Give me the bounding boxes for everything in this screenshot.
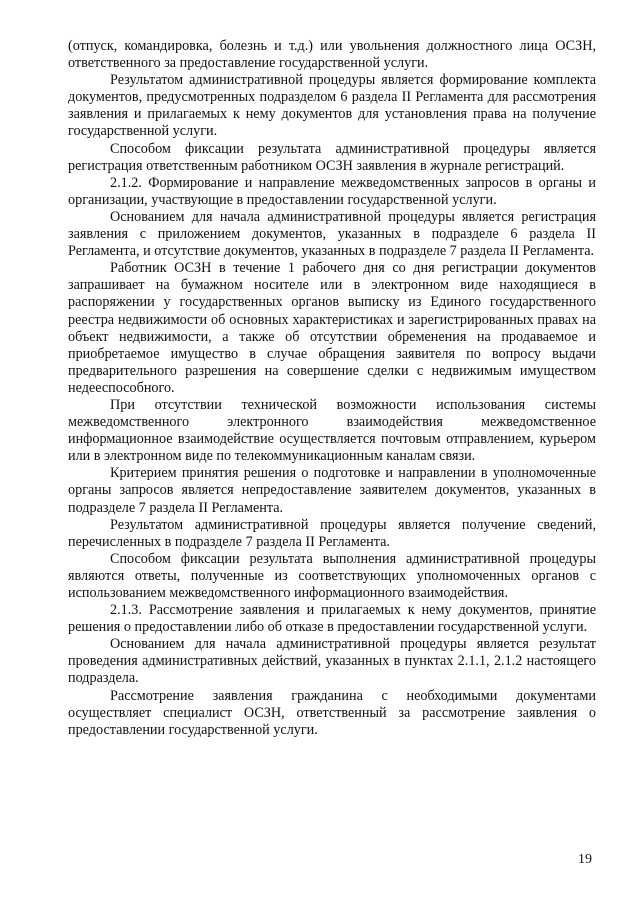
- paragraph-fixation: Способом фиксации результата административной процедуры является регистрация ответственным работником ОСЗН заявления в журнале регистраций.: [68, 140, 596, 174]
- paragraph-review: Рассмотрение заявления гражданина с необходимыми документами осуществляет специалист ОСЗН, ответственный за рассмотрение заявления о предоставлении государственной услуги.: [68, 687, 596, 738]
- document-body: [68, 38, 596, 739]
- paragraph-criterion: Критерием принятия решения о подготовке и направлении в уполномоченные органы запросов является непредоставление заявителем документов, указанных в подразделе 7 раздела II Регламента.: [68, 465, 596, 516]
- page-number: 19: [578, 852, 592, 867]
- section-2-1-3-heading: 2.1.3. Рассмотрение заявления и прилагаемых к нему документов, принятие решения о предоставлении либо об отказе в предоставлении государственной услуги.: [68, 602, 596, 636]
- paragraph-continuation: (отпуск, командировка, болезнь и т.д.) или увольнения должностного лица ОСЗН, ответственного за предоставление государственной услуги.: [68, 38, 596, 72]
- paragraph-basis-2: Основанием для начала административной процедуры является результат проведения административных действий, указанных в пунктах 2.1.1, 2.1.2 настоящего подраздела.: [68, 636, 596, 687]
- paragraph-worker-request: Работник ОСЗН в течение 1 рабочего дня со дня регистрации документов запрашивает на бумажном носителе или в электронном виде находящиеся в распоряжении у государственных органов выписку из Единого государственного реестра недвижимости об основных характеристиках и зарегистрированных правах на объект недвижимости, а также об отсутствии обременения на продаваемое и приобретаемое имущество в случае обращения заявителя по вопросу выдачи предварительного разрешения на совершение сделки с недвижимым имуществом недееспособного.: [68, 260, 596, 396]
- paragraph-basis: Основанием для начала административной процедуры является регистрация заявления с приложением документов, указанных в подразделе 6 раздела II Регламента, и отсутствие документов, указанных в подразделе 7 раздела II Регламента.: [68, 208, 596, 260]
- paragraph-no-technical-means: При отсутствии технической возможности использования системы межведомственного электронного взаимодействия межведомственное информационное взаимодействие осуществляется почтовым отправлением, курьером или в электронном виде по телекоммуникационным каналам связи.: [68, 396, 596, 465]
- paragraph-procedure-result: Результатом административной процедуры является получение сведений, перечисленных в подразделе 7 раздела II Регламента.: [68, 516, 596, 550]
- paragraph-fixation-method: Способом фиксации результата выполнения административной процедуры являются ответы, полученные из соответствующих уполномоченных органов с использованием межведомственного информационного взаимодействия.: [68, 550, 596, 601]
- section-2-1-2-heading: 2.1.2. Формирование и направление межведомственных запросов в органы и организации, участвующие в предоставлении государственной услуги.: [68, 174, 596, 208]
- paragraph-result: Результатом административной процедуры является формирование комплекта документов, предусмотренных подразделом 6 раздела II Регламента для рассмотрения заявления и прилагаемых к нему документов для установления права на получение государственной услуги.: [68, 72, 596, 140]
